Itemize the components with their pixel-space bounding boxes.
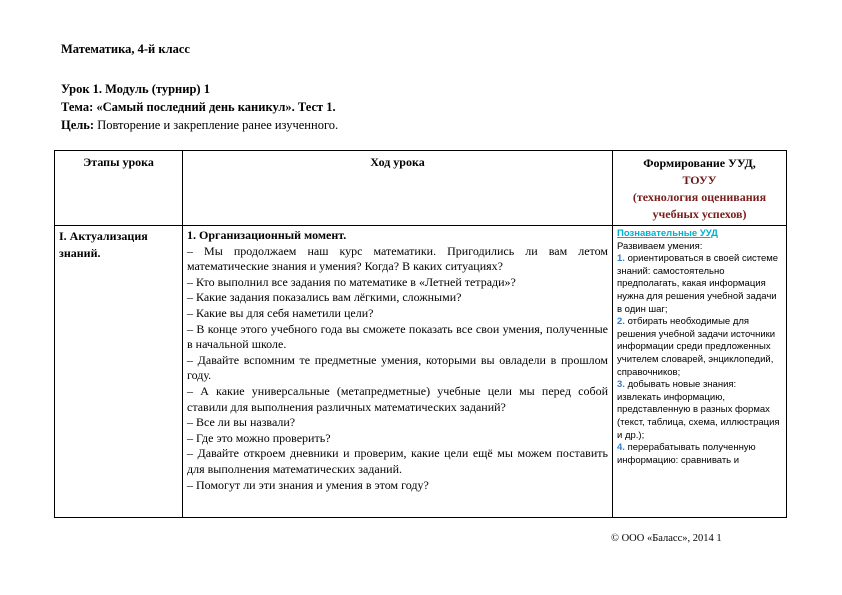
lesson-line: Урок 1. Модуль (турнир) 1 bbox=[61, 82, 210, 96]
uud-item bbox=[617, 442, 782, 467]
course-line: – Давайте откроем дневники и проверим, какие цели ещё мы можем поставить для выполнения математических заданий. bbox=[187, 446, 608, 476]
uud-intro: Развиваем умения: bbox=[617, 240, 703, 252]
topic-line bbox=[61, 98, 338, 116]
course-line: – Давайте вспомним те предметные умения, которыми вы овладели в прошлом году. bbox=[187, 352, 608, 383]
header-stage: Этапы урока bbox=[55, 151, 183, 226]
uud-item bbox=[617, 253, 782, 316]
stage-cell: I. Актуализация знаний. bbox=[55, 226, 183, 518]
header-course: Ход урока bbox=[183, 151, 613, 226]
table-row bbox=[55, 226, 787, 518]
uud-title: Познавательные УУД bbox=[617, 228, 718, 239]
course-line: – Все ли вы назвали? bbox=[187, 415, 296, 430]
course-cell bbox=[183, 226, 613, 518]
header-toau-desc: (технология оценивания учебных успехов) bbox=[632, 190, 767, 221]
header-formation bbox=[613, 151, 787, 226]
uud-item bbox=[617, 379, 782, 442]
uud-item-text: добывать новые знания: извлекать информацию, представленную в разных формах (текст, таблица, схема, иллюстрация и др.); bbox=[617, 379, 780, 441]
course-line: – Помогут ли эти знания и умения в этом году? bbox=[187, 477, 429, 492]
course-line: – Кто выполнил все задания по математике в «Летней тетради»? bbox=[187, 274, 516, 289]
uud-item bbox=[617, 316, 782, 379]
course-line: – Где это можно проверить? bbox=[187, 430, 331, 445]
uud-item-text: ориентироваться в своей системе знаний: самостоятельно предполагать, какая информация нужна для решения учебной задачи в один шаг; bbox=[617, 253, 779, 315]
course-line: – Мы продолжаем наш курс математики. Пригодились ли вам летом математические знания и умения? Когда? В каких ситуациях? bbox=[187, 243, 608, 274]
lesson-table bbox=[54, 150, 787, 518]
header-toau: ТОУУ bbox=[682, 173, 717, 187]
lesson-meta bbox=[61, 80, 338, 134]
topic-label: Тема: bbox=[61, 100, 94, 114]
course-title: 1. Организационный момент. bbox=[187, 228, 347, 242]
goal-label: Цель: bbox=[61, 118, 95, 132]
topic-value: «Самый последний день каникул». Тест 1. bbox=[96, 100, 336, 114]
course-line: – В конце этого учебного года вы сможете показать все свои умения, полученные в начальной школе. bbox=[187, 321, 608, 352]
header-formation-label: Формирование УУД, bbox=[643, 156, 756, 170]
copyright-footer: © ООО «Баласс», 2014 1 bbox=[611, 533, 722, 544]
uud-item-number: 2. bbox=[617, 316, 625, 328]
table-header-row bbox=[55, 151, 787, 226]
goal-value: Повторение и закрепление ранее изученного. bbox=[97, 118, 339, 132]
uud-item-text: отбирать необходимые для решения учебной задачи источники информации среди предложенных учителем словарей, энциклопедий, справочников; bbox=[617, 316, 776, 378]
course-line: – А какие универсальные (метапредметные) учебные цели мы перед собой ставили для выполнения различных математических заданий? bbox=[187, 383, 608, 414]
course-line: – Какие задания показались вам лёгкими, сложными? bbox=[187, 290, 462, 305]
uud-item-number: 1. bbox=[617, 253, 625, 265]
subject-heading: Математика, 4-й класс bbox=[61, 42, 190, 56]
uud-cell bbox=[613, 226, 787, 518]
uud-item-text: перерабатывать полученную информацию: сравнивать и bbox=[617, 442, 756, 466]
goal-line bbox=[61, 116, 338, 134]
uud-item-number: 4. bbox=[617, 442, 625, 454]
course-line: – Какие вы для себя наметили цели? bbox=[187, 305, 374, 320]
uud-item-number: 3. bbox=[617, 379, 625, 391]
